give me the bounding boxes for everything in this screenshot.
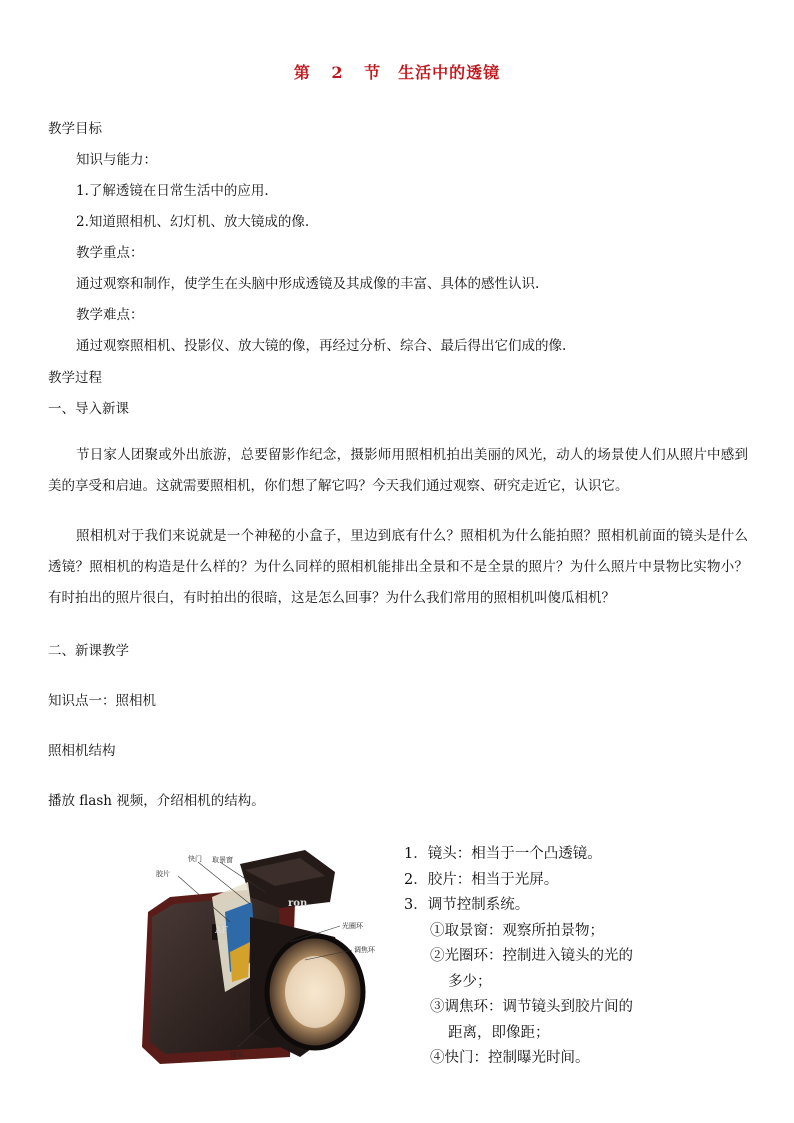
legend-lens: 1．镜头：相当于一个凸透镜。 [404, 846, 602, 862]
objectives-heading: 教学目标 [48, 121, 102, 137]
legend-focus-cont: 距离，即像距； [448, 1024, 550, 1041]
label-focus-ring: 调焦环 [354, 946, 375, 954]
legend-aperture: ②光圈环：控制进入镜头的光的 [430, 948, 633, 964]
questions-paragraph: 照相机对于我们来说就是一个神秘的小盒子，里边到底有什么？照相机为什么能拍照？照相机前面的镜头是什么透镜？照相机的构造是什么样的？为什么同样的照相机能排出全景和不是全景的照片？为什么照片中景物比实物小？有时拍出的照片很白，有时拍出的很暗，这是怎么回事？为什么我们常用的照相机叫傻瓜相机？ [48, 528, 748, 606]
section-2-heading: 二、新课教学 [48, 643, 129, 659]
label-lens: 镜头 [230, 1051, 244, 1059]
legend-viewfinder: ①取景窗：观察所拍景物； [430, 922, 604, 939]
label-viewfinder: 取景窗 [212, 856, 233, 864]
section-1-heading: 一、导入新课 [48, 401, 129, 417]
page-title: 第 2 节 生活中的透镜 [293, 63, 501, 82]
legend-focus: ③调焦环：调节镜头到胶片间的 [430, 999, 633, 1015]
difficulty-text: 通过观察照相机、投影仪、放大镜的像，再经过分析、综合、最后得出它们成的像. [76, 338, 567, 354]
af-badge: AF [215, 926, 228, 936]
knowledge-label: 知识与能力： [76, 152, 157, 168]
key-label: 教学重点： [76, 245, 144, 261]
key-text: 通过观察和制作，使学生在头脑中形成透镜及其成像的丰富、具体的感性认识. [76, 276, 540, 292]
knowledge-point-1: 知识点一：照相机 [48, 693, 156, 709]
label-aperture-ring: 光圈环 [342, 922, 363, 930]
camera-parts-legend [404, 842, 633, 1072]
legend-aperture-cont: 多少； [448, 973, 492, 990]
label-film: 胶片 [156, 870, 170, 878]
process-heading: 教学过程 [48, 370, 102, 386]
label-shutter: 快门 [188, 855, 202, 863]
structure-heading: 照相机结构 [48, 743, 116, 759]
play-flash-text: 播放 flash 视频，介绍相机的结构。 [48, 793, 265, 809]
camera-cutaway-image [130, 842, 375, 1067]
difficulty-label: 教学难点： [76, 307, 144, 323]
legend-shutter: ④快门：控制曝光时间。 [430, 1050, 590, 1066]
intro-paragraph: 节日家人团聚或外出旅游，总要留影作纪念，摄影师用照相机拍出美丽的风光，动人的场景使人们从照片中感到美的享受和启迪。这就需要照相机，你们想了解它吗？今天我们通过观察、研究走近它，认识它。 [48, 447, 748, 494]
objective-item-2: 2.知道照相机、幻灯机、放大镜成的像. [76, 214, 310, 230]
brand-text: ron [288, 898, 308, 909]
objective-item-1: 1.了解透镜在日常生活中的应用. [76, 183, 269, 199]
legend-control-system: 3．调节控制系统。 [404, 897, 530, 913]
legend-film: 2．胶片：相当于光屏。 [404, 871, 559, 888]
